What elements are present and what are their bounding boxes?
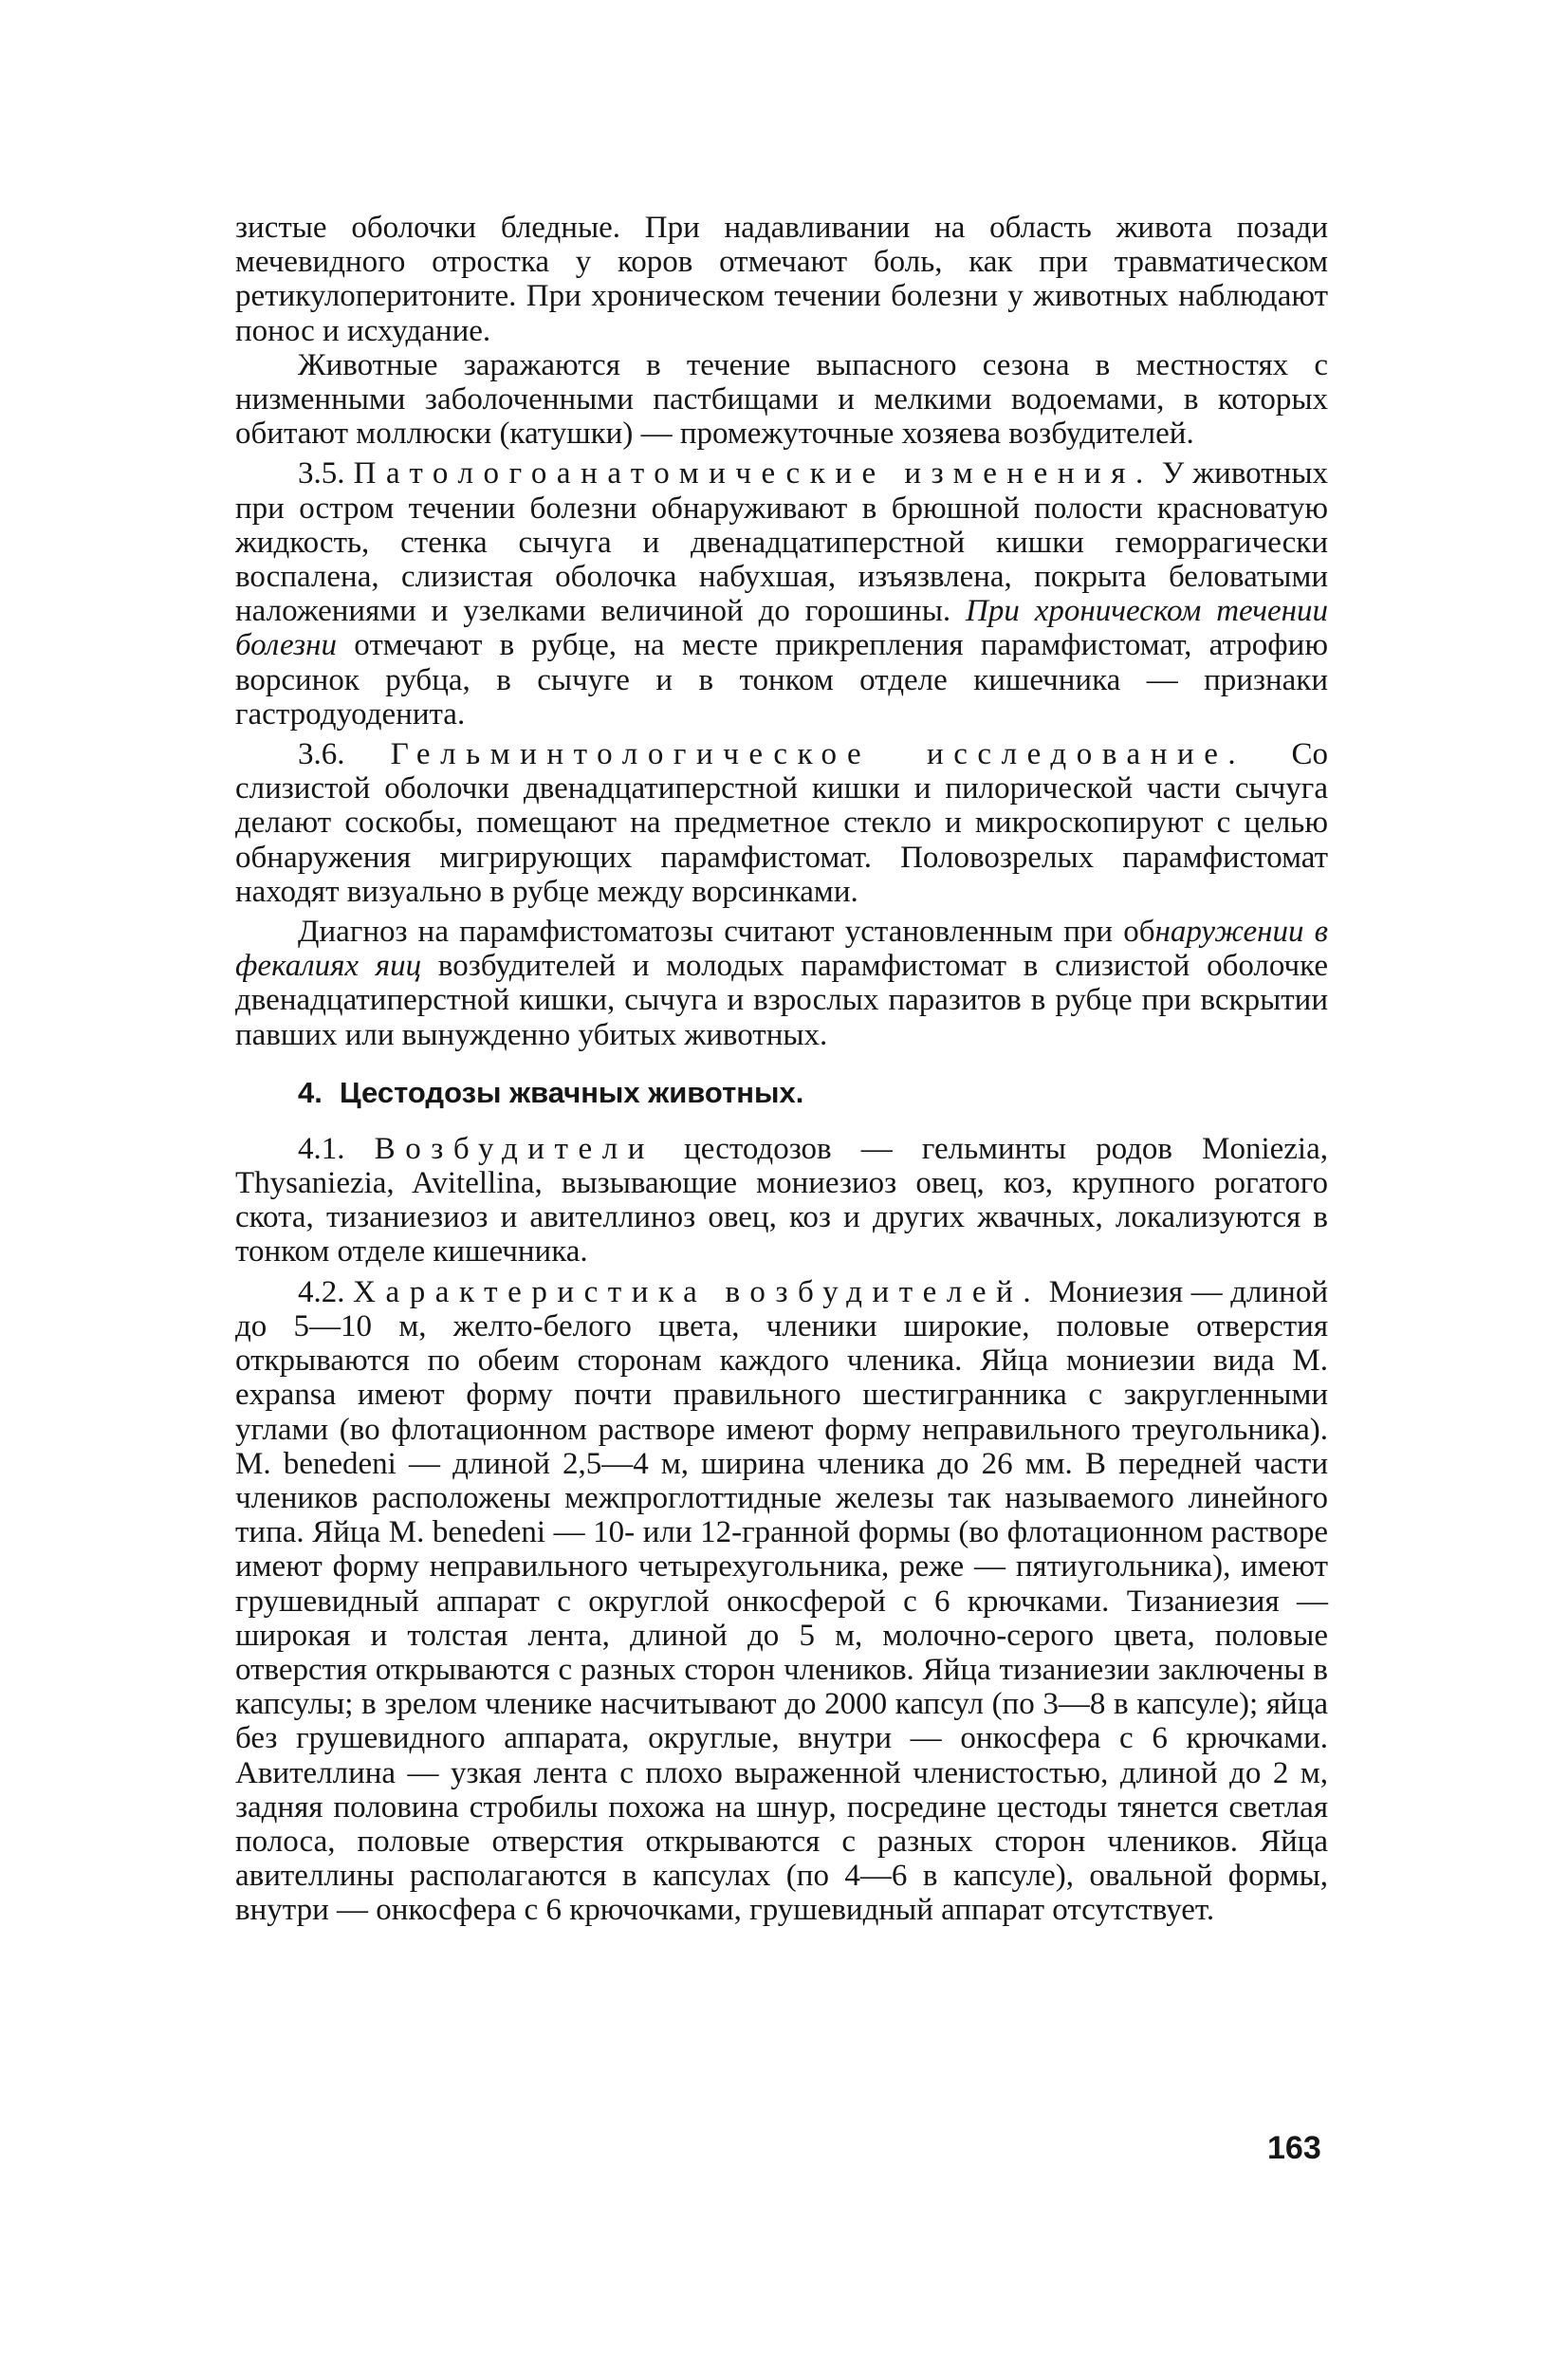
paragraph-helminthology-title: Гельминтологическое исследование. xyxy=(390,737,1246,772)
paragraph-pathogens-number: 4.1. xyxy=(298,1131,345,1166)
paragraph-helminthology xyxy=(235,737,1328,909)
paragraph-characteristics-text: Мониезия — длиной до 5—10 м, желто-белого цвета, членики широкие, половые отверстия открываются по обеим сторонам каждого членика. Яйца мониезии вида M. expansa имеют форму почти правильного шестигранника с закругленными углами (во флотационном растворе имеют форму неправильного треугольника). M. benedeni — длиной 2,5—4 м, ширина членика до 26 мм. В передней части члеников расположены межпроглоттидные железы так называемого линейного типа. Яйца M. benedeni — 10- или 12-гранной формы (во флотационном растворе имеют форму неправильного четырехугольника, реже — пятиугольника), имеют грушевидный аппарат с округлой онкосферой с 6 крючками. Тизаниезия — широкая и толстая лента, длиной до 5 м, молочно-серого цвета, половые отверстия открываются с разных сторон члеников. Яйца тизаниезии заключены в капсулы; в зрелом членике насчитывают до 2000 капсул (по 3—8 в капсуле); яйца без грушевидного аппарата, округлые, внутри — онкосфера с 6 крючками. Авителлина — узкая лента с плохо выраженной членистостью, длиной до 2 м, задняя половина стробилы похожа на шнур, посредине цестоды тянется светлая полоса, половые отверстия открываются с разных сторон члеников. Яйца авителлины располагаются в капсулах (по 4—6 в капсуле), овальной формы, внутри — онкосфера с 6 крючочками, грушевидный аппарат отсутствует. xyxy=(235,1274,1328,1928)
paragraph-infection-text: Животные заражаются в течение выпасного сезона в местностях с низменными заболоченными пастбищами и мелкими водоемами, в которых обитают моллюски (катушки) — промежуточные хозяева возбудителей. xyxy=(235,347,1328,452)
paragraph-diagnosis-text-b: возбудителей и молодых парамфистомат в слизистой оболочке двенадцатиперстной кишки, сычуга и взрослых паразитов в рубце при вскрытии павших или вынужденно убитых животных. xyxy=(235,949,1328,1052)
paragraph-helminthology-number: 3.6. xyxy=(298,737,345,772)
paragraph-pathology-title: Патологоанатомические изменения. xyxy=(353,456,1153,491)
paragraph-intro-text: зистые оболочки бледные. При надавливании на область живота позади мечевидного отростка у коров отмечают боль, как при травматическом ретикулоперитоните. При хроническом течении болезни у животных наблюдают понос и исхудание. xyxy=(235,211,1328,348)
paragraph-diagnosis xyxy=(235,915,1328,1052)
section-heading-title: Цестодозы жвачных животных. xyxy=(340,1075,804,1109)
paragraph-pathogens xyxy=(235,1132,1328,1269)
paragraph-diagnosis-text-italic: наружении в фекалиях яиц xyxy=(235,915,1328,984)
paragraph-pathogens-title: Возбудители xyxy=(374,1131,655,1166)
paragraph-pathology-text-italic: При хроническом течении болезни xyxy=(235,594,1328,663)
paragraph-diagnosis-text-a: Диагноз на парамфистоматозы считают установленным при об xyxy=(298,915,1155,950)
page-number: 163 xyxy=(1267,2130,1321,2166)
paragraph-pathology xyxy=(235,456,1328,732)
paragraph-characteristics-title: Характеристика возбудителей. xyxy=(353,1274,1042,1309)
paragraph-pathogens-text: цестодозов — гельминты родов Moniezia, Thysaniezia, Avitellina, вызывающие мониезиоз овец, коз, крупного рогатого скота, тизаниезиоз и авителлиноз овец, коз и других жвачных, локализуются в тонком отделе кишечника. xyxy=(235,1131,1328,1269)
page-body xyxy=(235,211,1328,1928)
paragraph-pathology-text-b: отмечают в рубце, на месте прикрепления парамфистомат, атрофию ворсинок рубца, в сычуге и в тонком отделе кишечника — признаки гастродуоденита. xyxy=(235,628,1328,732)
paragraph-characteristics-number: 4.2. xyxy=(298,1274,345,1309)
section-heading xyxy=(235,1075,1328,1111)
section-heading-number: 4. xyxy=(298,1075,323,1109)
paragraph-infection xyxy=(235,348,1328,452)
paragraph-pathology-number: 3.5. xyxy=(298,456,345,491)
paragraph-pathology-text-a: У животных при остром течении болезни обнаруживают в брюшной полости красноватую жидкость, стенка сычуга и двенадцатиперстной кишки геморрагически воспалена, слизистая оболочка набухшая, изъязвлена, покрыта беловатыми наложениями и узелками величиной до горошины. xyxy=(235,456,1328,629)
paragraph-characteristics xyxy=(235,1275,1328,1928)
paragraph-intro xyxy=(235,211,1328,348)
paragraph-helminthology-text: Со слизистой оболочки двенадцатиперстной кишки и пилорической части сычуга делают соскобы, помещают на предметное стекло и микроскопируют с целью обнаружения мигрирующих парамфистомат. Половозрелых парамфистомат находят визуально в рубце между ворсинками. xyxy=(235,737,1328,909)
